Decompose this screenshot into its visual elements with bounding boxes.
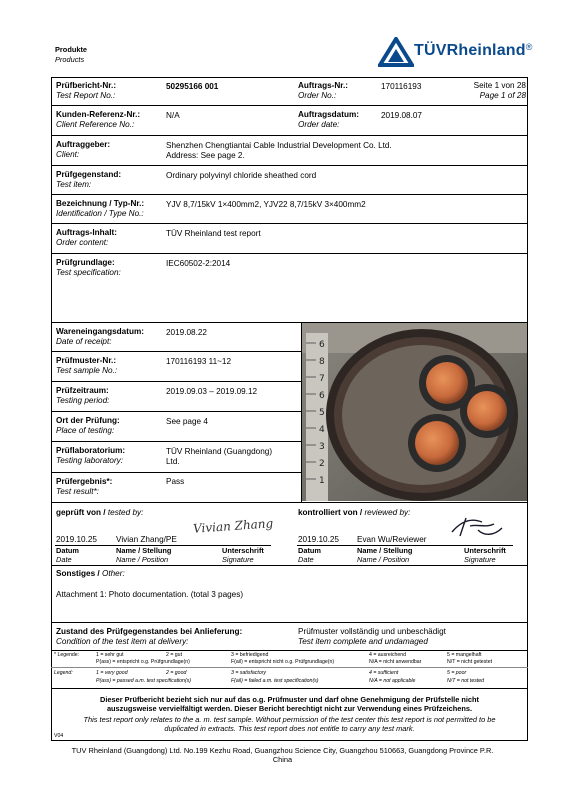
order-nr-value: 170116193 [381, 82, 422, 91]
client-label-de: Auftraggeber: [56, 140, 111, 149]
legend-en-4: 4 = sufficient [369, 670, 399, 676]
legend-de-pass: P(ass) = entspricht o.g. Prüfgrundlage(n) [96, 659, 190, 665]
form-version: V04 [54, 733, 64, 739]
report-nr-label-de: Prüfbericht-Nr.: [56, 81, 117, 90]
col-date-left: Date [56, 555, 72, 564]
period-label-en: Testing period: [56, 396, 110, 405]
sample-value: 170116193 11~12 [166, 357, 232, 366]
ident-label-de: Bezeichnung / Typ-Nr.: [56, 199, 145, 208]
period-label-de: Prüfzeitraum: [56, 386, 109, 395]
report-nr-label-en: Test Report No.: [56, 91, 116, 100]
ident-value: YJV 8,7/15kV 1×400mm2, YJV22 8,7/15kV 3×400mm2 [166, 200, 366, 209]
legend-en-na: N/A = not applicable [369, 678, 416, 684]
products-label-en: Products [55, 55, 85, 64]
page-count-en: Page 1 of 28 [479, 91, 526, 100]
tested-date: 2019.10.25 [56, 535, 97, 544]
col-datum-right: Datum [298, 546, 321, 555]
products-label-de: Produkte [55, 45, 88, 54]
lab-value: TÜV Rheinland (Guangdong) [166, 447, 273, 456]
ruler-digit: 5 [319, 408, 325, 418]
order-nr-label-en: Order No.: [298, 91, 337, 100]
legend-label-de: * Legende: [54, 652, 80, 658]
period-value: 2019.09.03 – 2019.09.12 [166, 387, 258, 396]
legend-de-1: 1 = sehr gut [96, 652, 124, 658]
place-value: See page 4 [166, 417, 208, 426]
other-text: Attachment 1: Photo documentation. (total 3 pages) [56, 590, 244, 599]
ident-label-en: Identification / Type No.: [56, 209, 144, 218]
legend-de-na: N/A = nicht anwendbar [369, 659, 422, 665]
spec-label-en: Test specification: [56, 268, 121, 277]
place-label-en: Place of testing: [56, 426, 115, 435]
content-value: TÜV Rheinland test report [166, 229, 261, 238]
disclaimer-en-1: This test report only relates to the a. m. test sample. Without permission of the test center this test report is not permitted to be [83, 715, 496, 724]
ruler-digit: 8 [319, 357, 325, 367]
col-name-de-right: Name / Stellung [357, 546, 413, 555]
legend-de-5: 5 = mangelhaft [447, 652, 482, 658]
receipt-label-en: Date of receipt: [56, 337, 112, 346]
footer-address: TUV Rheinland (Guangdong) Ltd. No.199 Kezhu Road, Guangzhou Science City, Guangzhou 510663, Guangdong Province P.R. [71, 746, 494, 755]
col-datum-left: Datum [56, 546, 79, 555]
condition-value-de: Prüfmuster vollständig und unbeschädigt [298, 627, 446, 636]
reviewer-signature-icon [448, 514, 504, 545]
client-address: Address: See page 2. [166, 151, 245, 160]
disclaimer-de-1: Dieser Prüfbericht bezieht sich nur auf das o.g. Prüfmuster und darf ohne Genehmigung der Prüfstelle nicht [99, 695, 480, 704]
condition-value-en: Test item complete and undamaged [298, 637, 428, 646]
tuv-logo-icon [378, 37, 414, 67]
page-count-de: Seite 1 von 28 [473, 81, 526, 90]
item-value: Ordinary polyvinyl chloride sheathed cord [166, 171, 317, 180]
sample-label-de: Prüfmuster-Nr.: [56, 356, 117, 365]
lab-label-de: Prüflaboratorium: [56, 446, 126, 455]
client-label-en: Client: [56, 150, 80, 159]
receipt-label-de: Wareneingangsdatum: [56, 327, 144, 336]
tuv-logo-text: TÜVRheinland® [414, 42, 533, 59]
col-name-en-left: Name / Position [116, 555, 169, 564]
content-label-de: Auftrags-Inhalt: [56, 228, 117, 237]
reviewed-date: 2019.10.25 [298, 535, 339, 544]
col-sig-en-left: Signature [222, 555, 254, 564]
condition-label-de: Zustand des Prüfgegenstandes bei Anlieferung: [56, 627, 243, 636]
tested-by-label: geprüft von / tested by: [56, 508, 144, 517]
client-ref-value: N/A [166, 111, 180, 120]
ruler-digit: 3 [319, 442, 325, 452]
tested-signature: Vivian Zhang [192, 516, 274, 536]
result-value: Pass [166, 477, 185, 486]
ruler-digit: 1 [319, 476, 325, 486]
spec-label-de: Prüfgrundlage: [56, 258, 115, 267]
order-nr-label-de: Auftrags-Nr.: [298, 81, 349, 90]
legend-en-1: 1 = very good [96, 670, 128, 676]
col-sig-de-left: Unterschrift [222, 546, 264, 555]
disclaimer-en-2: duplicated in extracts. This test report does not entitle to carry any test mark. [164, 724, 415, 733]
result-label-de: Prüfergebnis*: [56, 477, 113, 486]
lab-label-en: Testing laboratory: [56, 456, 124, 465]
legend-de-3: 3 = befriedigend [231, 652, 269, 658]
item-label-en: Test item: [56, 180, 92, 189]
ruler-digit: 2 [319, 459, 325, 469]
ruler-digit: 4 [319, 425, 325, 435]
legend-en-pass: P(ass) = passed a.m. test specification(s) [96, 678, 191, 684]
client-ref-label-de: Kunden-Referenz-Nr.: [56, 110, 141, 119]
legend-de-2: 2 = gut [166, 652, 183, 658]
ruler-digit: 6 [319, 340, 325, 350]
receipt-value: 2019.08.22 [166, 328, 207, 337]
order-date-value: 2019.08.07 [381, 111, 422, 120]
col-name-de-left: Name / Stellung [116, 546, 172, 555]
tested-name: Vivian Zhang/PE [116, 535, 177, 544]
order-date-label-en: Order date: [298, 120, 340, 129]
legend-en-5: 5 = poor [447, 670, 467, 676]
ruler-digit: 6 [319, 391, 325, 401]
client-value: Shenzhen Chengtiantai Cable Industrial Development Co. Ltd. [166, 141, 392, 150]
legend-label-en: Legend: [54, 670, 73, 676]
lab-value-2: Ltd. [166, 457, 180, 466]
sample-label-en: Test sample No.: [56, 366, 118, 375]
place-label-de: Ort der Prüfung: [56, 416, 120, 425]
legend-de-4: 4 = ausreichend [369, 652, 407, 658]
legend-en-fail: F(ail) = failed a.m. test specification(s) [231, 678, 319, 684]
client-ref-label-en: Client Reference No.: [56, 120, 135, 129]
ruler-digit: 7 [319, 374, 325, 384]
cable-photo [302, 323, 527, 501]
footer-country: China [272, 755, 293, 764]
col-date-right: Date [298, 555, 314, 564]
reviewed-by-label: kontrolliert von / reviewed by: [298, 508, 411, 517]
item-label-de: Prüfgegenstand: [56, 170, 122, 179]
reviewed-name: Evan Wu/Reviewer [357, 535, 427, 544]
spec-value: IEC60502-2:2014 [166, 259, 231, 268]
content-label-en: Order content: [56, 238, 109, 247]
legend-en-3: 3 = satisfactory [231, 670, 267, 676]
order-date-label-de: Auftragsdatum: [298, 110, 359, 119]
legend-de-fail: F(ail) = entspricht nicht o.g. Prüfgrundlage(n) [231, 659, 335, 665]
col-sig-de-right: Unterschrift [464, 546, 506, 555]
report-nr-value: 50295166 001 [166, 82, 219, 91]
other-label: Sonstiges / Other: [56, 569, 125, 578]
col-name-en-right: Name / Position [357, 555, 410, 564]
legend-en-nt: N/T = not tested [447, 678, 485, 684]
legend-de-nt: N/T = nicht getestet [447, 659, 493, 665]
col-sig-en-right: Signature [464, 555, 496, 564]
legend-en-2: 2 = good [166, 670, 187, 676]
result-label-en: Test result*: [56, 487, 99, 496]
condition-label-en: Condition of the test item at delivery: [56, 637, 189, 646]
disclaimer-de-2: auszugsweise vervielfältigt werden. Dieser Bericht berechtigt nicht zur Verwendung eines Prüfzeichens. [106, 704, 473, 713]
